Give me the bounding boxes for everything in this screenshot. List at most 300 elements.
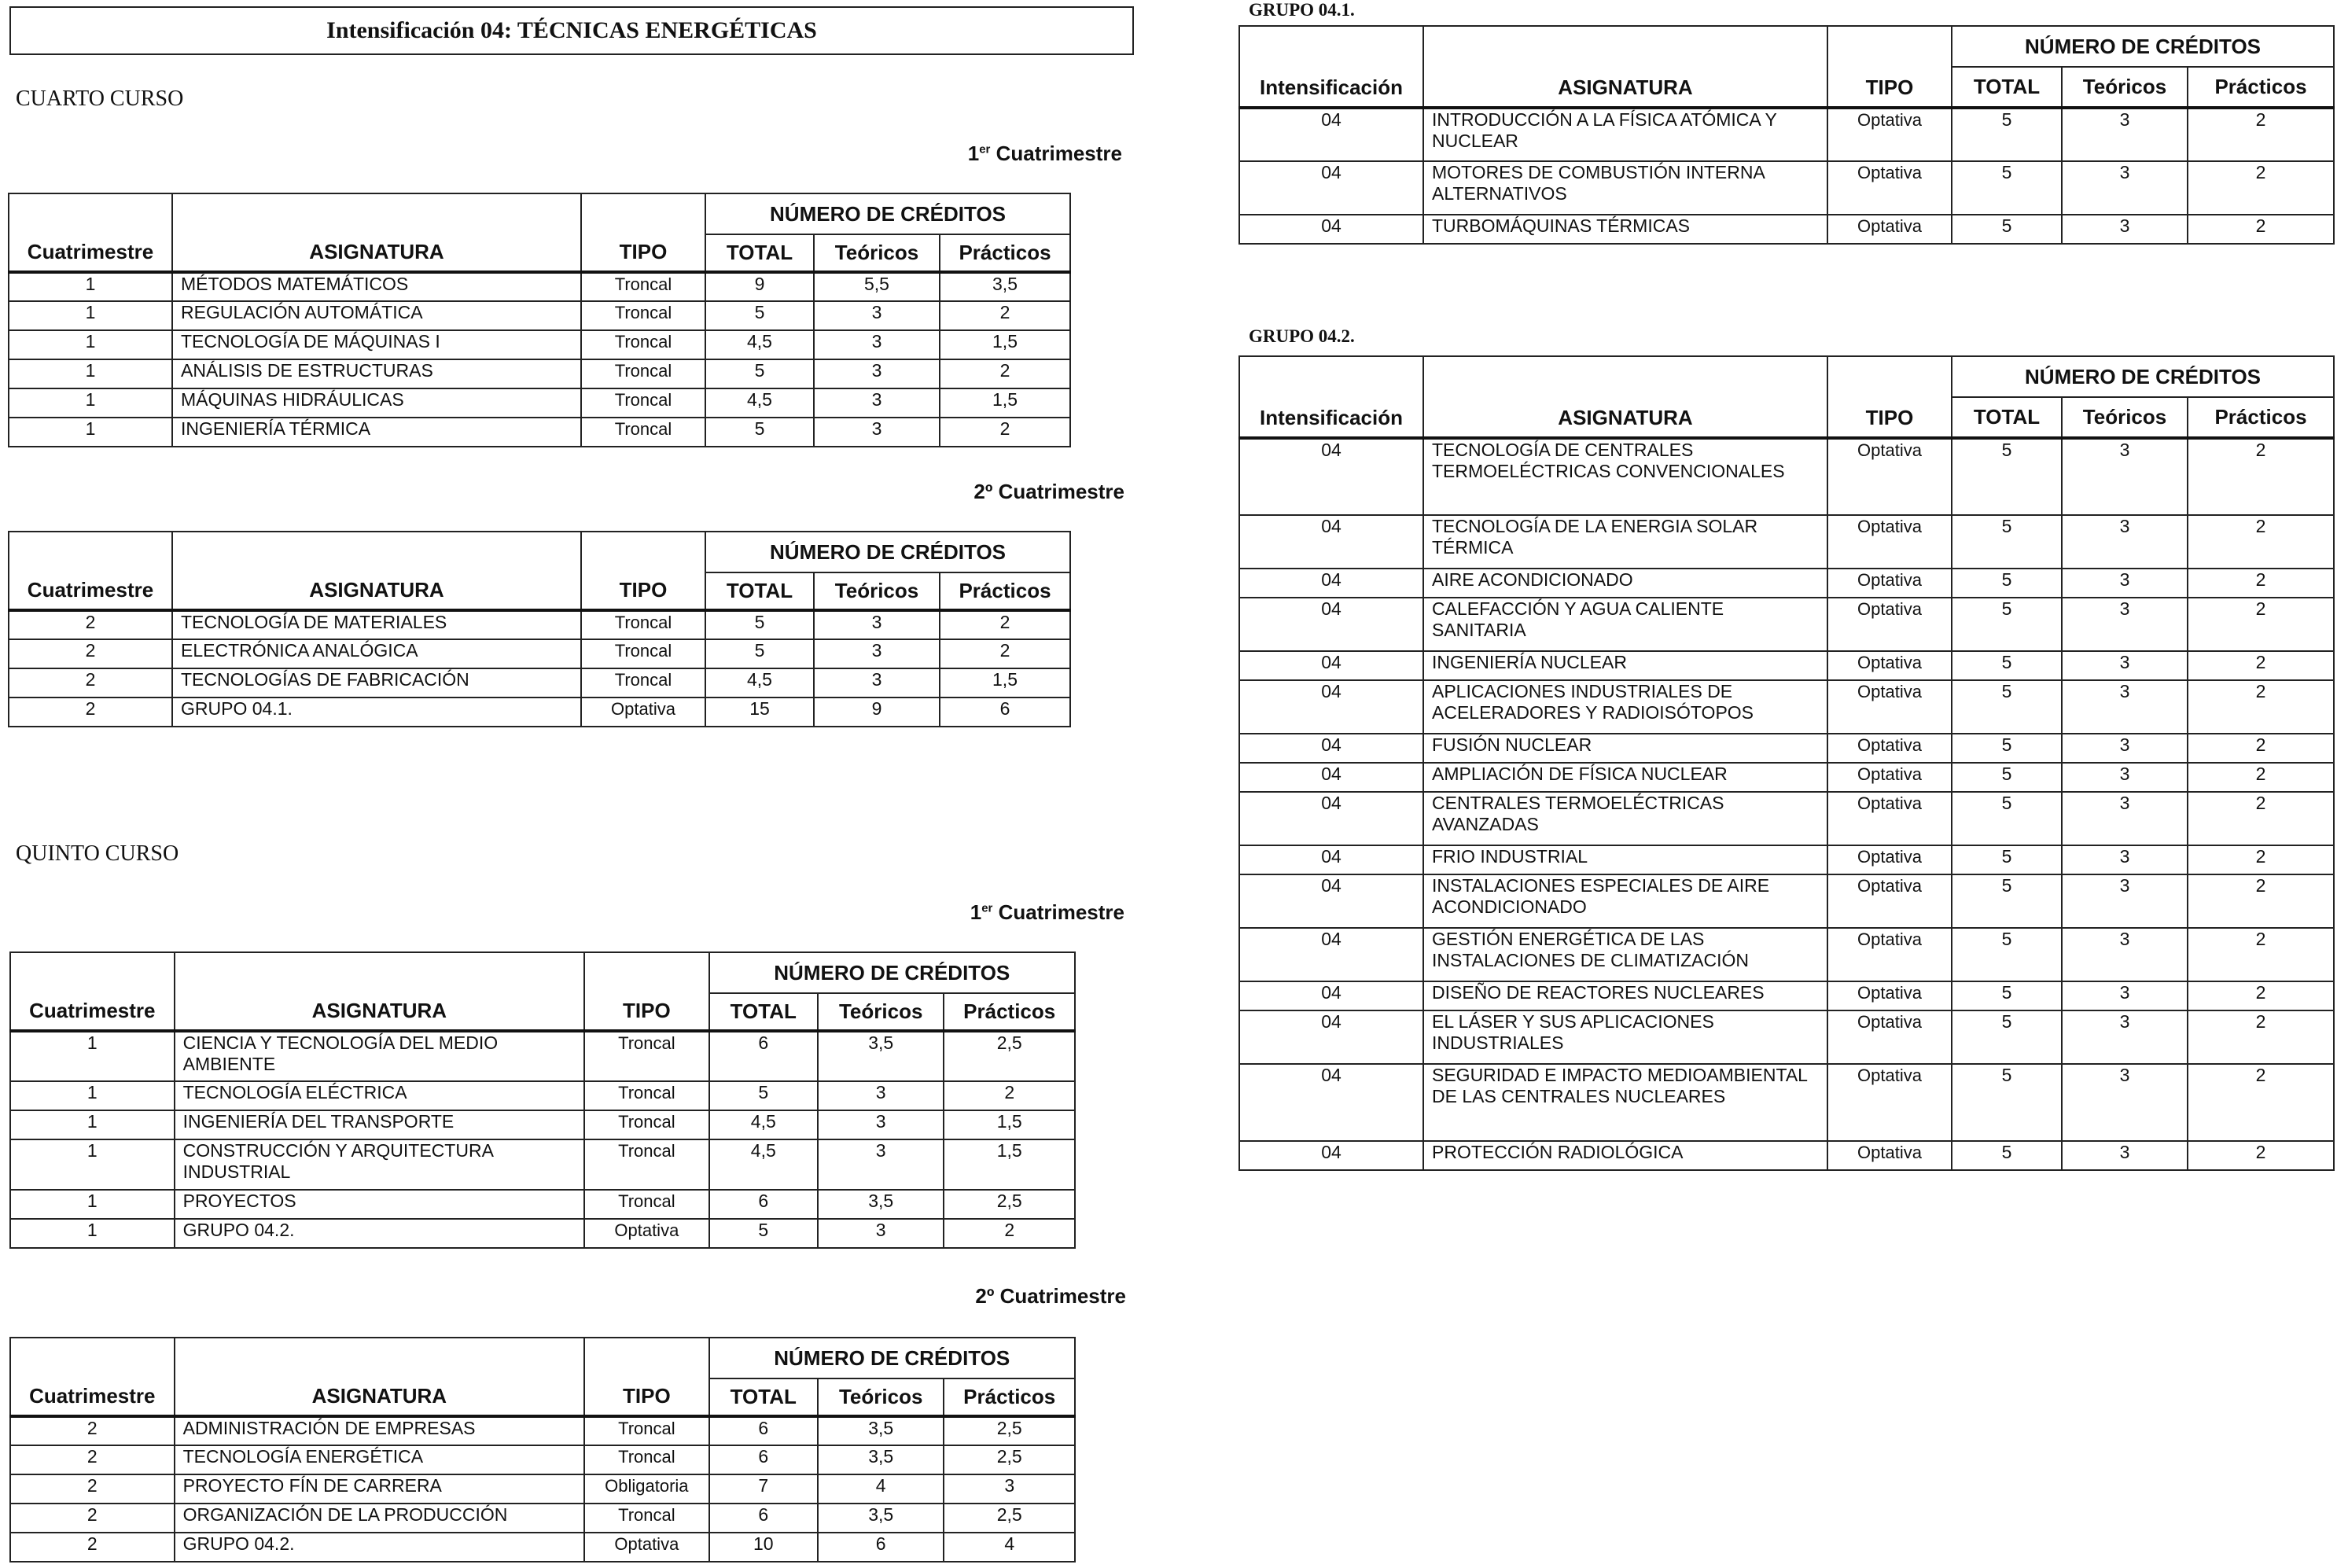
cell-tipo: Optativa — [1827, 981, 1952, 1010]
table-row — [1239, 680, 2334, 734]
cell-tipo: Optativa — [1827, 792, 1952, 845]
cell-practicos: 2,5 — [944, 1190, 1075, 1219]
cell-total: 7 — [709, 1474, 818, 1504]
table-row — [9, 610, 1070, 639]
cell-total: 5 — [1952, 734, 2062, 763]
cell-total: 5 — [705, 639, 814, 668]
cell-teoricos: 3 — [2062, 928, 2188, 981]
cell-cuatrimestre: 2 — [10, 1504, 175, 1533]
cell-total: 5 — [1952, 928, 2062, 981]
cell-total: 5 — [1952, 680, 2062, 734]
cell-teoricos: 3,5 — [818, 1445, 944, 1474]
header-creditos: NÚMERO DE CRÉDITOS — [1952, 356, 2334, 397]
cell-teoricos: 5,5 — [814, 272, 940, 301]
cell-asignatura: AIRE ACONDICIONADO — [1423, 569, 1827, 598]
cell-cuatrimestre: 2 — [10, 1533, 175, 1562]
quinto-sem2-label: 2º Cuatrimestre — [975, 1284, 1126, 1308]
header-tipo: TIPO — [584, 952, 708, 1031]
cell-cuatrimestre: 1 — [10, 1110, 175, 1139]
header-intensificacion: Intensificación — [1239, 26, 1423, 108]
header-total: TOTAL — [709, 1378, 818, 1416]
cell-teoricos: 3 — [814, 639, 940, 668]
cell-asignatura: CALEFACCIÓN Y AGUA CALIENTE SANITARIA — [1423, 598, 1827, 651]
header-creditos: NÚMERO DE CRÉDITOS — [1952, 26, 2334, 67]
cell-cuatrimestre: 2 — [10, 1416, 175, 1445]
cell-tipo: Troncal — [581, 668, 705, 698]
cell-total: 5 — [705, 418, 814, 447]
header-asignatura: ASIGNATURA — [1423, 356, 1827, 438]
cell-tipo: Troncal — [584, 1081, 708, 1110]
table-row — [1239, 515, 2334, 569]
cell-teoricos: 6 — [818, 1533, 944, 1562]
cell-cuatrimestre: 04 — [1239, 680, 1423, 734]
header-tipo: TIPO — [1827, 356, 1952, 438]
header-asignatura: ASIGNATURA — [172, 532, 581, 610]
cell-tipo: Troncal — [581, 330, 705, 359]
cell-total: 4,5 — [705, 668, 814, 698]
cell-total: 15 — [705, 698, 814, 727]
cell-cuatrimestre: 04 — [1239, 874, 1423, 928]
cell-total: 5 — [1952, 515, 2062, 569]
cell-asignatura: MOTORES DE COMBUSTIÓN INTERNA ALTERNATIVOS — [1423, 161, 1827, 215]
cell-teoricos: 3 — [814, 388, 940, 418]
cell-teoricos: 9 — [814, 698, 940, 727]
cell-practicos: 2 — [2188, 1010, 2334, 1064]
cell-cuatrimestre: 04 — [1239, 734, 1423, 763]
cell-asignatura: GRUPO 04.2. — [175, 1219, 585, 1248]
cell-tipo: Troncal — [584, 1445, 708, 1474]
cell-total: 5 — [1952, 569, 2062, 598]
cell-asignatura: TURBOMÁQUINAS TÉRMICAS — [1423, 215, 1827, 244]
cell-cuatrimestre: 1 — [9, 301, 172, 330]
cell-asignatura: REGULACIÓN AUTOMÁTICA — [172, 301, 581, 330]
cell-total: 10 — [709, 1533, 818, 1562]
header-cuatrimestre: Cuatrimestre — [10, 1338, 175, 1416]
cell-total: 5 — [1952, 438, 2062, 515]
header-total: TOTAL — [705, 234, 814, 272]
cell-tipo: Troncal — [581, 388, 705, 418]
cell-total: 5 — [1952, 161, 2062, 215]
cell-teoricos: 3 — [814, 418, 940, 447]
table-row — [10, 1139, 1075, 1190]
cell-cuatrimestre: 2 — [10, 1474, 175, 1504]
cell-asignatura: FUSIÓN NUCLEAR — [1423, 734, 1827, 763]
table-row — [10, 1219, 1075, 1248]
cell-teoricos: 3 — [2062, 763, 2188, 792]
header-cuatrimestre: Cuatrimestre — [10, 952, 175, 1031]
table-row — [1239, 598, 2334, 651]
table-row — [10, 1081, 1075, 1110]
table-row — [1239, 763, 2334, 792]
table-row — [1239, 734, 2334, 763]
table-row — [1239, 928, 2334, 981]
cuarto-curso-heading: CUARTO CURSO — [16, 86, 184, 111]
cell-tipo: Optativa — [1827, 680, 1952, 734]
cell-asignatura: ORGANIZACIÓN DE LA PRODUCCIÓN — [175, 1504, 585, 1533]
cell-teoricos: 3 — [814, 610, 940, 639]
cell-teoricos: 3 — [2062, 598, 2188, 651]
cell-tipo: Optativa — [1827, 515, 1952, 569]
table-row — [1239, 845, 2334, 874]
header-teoricos: Teóricos — [814, 572, 940, 610]
cell-cuatrimestre: 2 — [10, 1445, 175, 1474]
cell-cuatrimestre: 1 — [10, 1139, 175, 1190]
cell-asignatura: TECNOLOGÍA DE MÁQUINAS I — [172, 330, 581, 359]
cell-practicos: 2 — [2188, 1064, 2334, 1141]
cell-tipo: Optativa — [1827, 874, 1952, 928]
cell-teoricos: 3 — [814, 668, 940, 698]
cell-total: 5 — [1952, 981, 2062, 1010]
cell-asignatura: INSTALACIONES ESPECIALES DE AIRE ACONDICIONADO — [1423, 874, 1827, 928]
cell-practicos: 2 — [2188, 680, 2334, 734]
header-asignatura: ASIGNATURA — [172, 193, 581, 272]
cell-total: 4,5 — [705, 330, 814, 359]
cell-total: 5 — [705, 359, 814, 388]
cell-cuatrimestre: 2 — [9, 639, 172, 668]
cell-tipo: Optativa — [1827, 108, 1952, 161]
cell-cuatrimestre: 04 — [1239, 438, 1423, 515]
table-row — [9, 388, 1070, 418]
cell-asignatura: TECNOLOGÍA DE MATERIALES — [172, 610, 581, 639]
header-creditos: NÚMERO DE CRÉDITOS — [709, 1338, 1075, 1378]
cell-total: 5 — [1952, 1141, 2062, 1170]
cell-asignatura: MÉTODOS MATEMÁTICOS — [172, 272, 581, 301]
header-teoricos: Teóricos — [2062, 67, 2188, 108]
cell-practicos: 3,5 — [940, 272, 1070, 301]
cell-cuatrimestre: 04 — [1239, 981, 1423, 1010]
cell-asignatura: DISEÑO DE REACTORES NUCLEARES — [1423, 981, 1827, 1010]
table-row — [9, 330, 1070, 359]
cell-practicos: 2 — [2188, 763, 2334, 792]
cell-practicos: 2 — [2188, 569, 2334, 598]
cell-cuatrimestre: 04 — [1239, 569, 1423, 598]
cell-asignatura: ADMINISTRACIÓN DE EMPRESAS — [175, 1416, 585, 1445]
table-grupo041 — [1238, 25, 2335, 245]
cell-asignatura: CONSTRUCCIÓN Y ARQUITECTURA INDUSTRIAL — [175, 1139, 585, 1190]
cell-practicos: 1,5 — [940, 388, 1070, 418]
table-quinto-sem1 — [9, 951, 1076, 1249]
cell-cuatrimestre: 1 — [10, 1031, 175, 1081]
cuarto-sem1-label: 1er Cuatrimestre — [967, 142, 1122, 165]
header-tipo: TIPO — [581, 532, 705, 610]
cell-practicos: 2 — [2188, 108, 2334, 161]
cell-asignatura: PROYECTOS — [175, 1190, 585, 1219]
cell-teoricos: 3 — [818, 1219, 944, 1248]
table-row — [10, 1416, 1075, 1445]
cell-tipo: Optativa — [1827, 215, 1952, 244]
table-cuarto-sem1 — [8, 193, 1071, 447]
header-tipo: TIPO — [581, 193, 705, 272]
cell-teoricos: 3 — [814, 301, 940, 330]
cell-asignatura: TECNOLOGÍA DE LA ENERGIA SOLAR TÉRMICA — [1423, 515, 1827, 569]
cell-total: 4,5 — [709, 1110, 818, 1139]
cell-total: 6 — [709, 1504, 818, 1533]
cell-asignatura: GRUPO 04.2. — [175, 1533, 585, 1562]
cell-asignatura: MÁQUINAS HIDRÁULICAS — [172, 388, 581, 418]
header-total: TOTAL — [709, 993, 818, 1031]
cell-teoricos: 3 — [2062, 734, 2188, 763]
cell-tipo: Troncal — [581, 272, 705, 301]
cell-cuatrimestre: 1 — [9, 359, 172, 388]
table-row — [10, 1445, 1075, 1474]
cell-tipo: Troncal — [584, 1190, 708, 1219]
header-cuatrimestre: Cuatrimestre — [9, 532, 172, 610]
cell-tipo: Troncal — [584, 1031, 708, 1081]
cell-total: 9 — [705, 272, 814, 301]
table-row — [1239, 108, 2334, 161]
table-row — [10, 1533, 1075, 1562]
cell-tipo: Troncal — [581, 639, 705, 668]
cell-tipo: Optativa — [1827, 1141, 1952, 1170]
cell-teoricos: 3 — [2062, 1064, 2188, 1141]
cell-practicos: 1,5 — [940, 330, 1070, 359]
cell-total: 5 — [1952, 874, 2062, 928]
cell-cuatrimestre: 04 — [1239, 651, 1423, 680]
cell-cuatrimestre: 2 — [9, 668, 172, 698]
header-total: TOTAL — [1952, 397, 2062, 438]
cell-tipo: Optativa — [1827, 598, 1952, 651]
table-grupo042 — [1238, 355, 2335, 1171]
header-teoricos: Teóricos — [814, 234, 940, 272]
table-row — [1239, 438, 2334, 515]
cell-asignatura: GESTIÓN ENERGÉTICA DE LAS INSTALACIONES DE CLIMATIZACIÓN — [1423, 928, 1827, 981]
cell-teoricos: 3,5 — [818, 1416, 944, 1445]
table-cuarto-sem2 — [8, 531, 1071, 727]
cell-cuatrimestre: 04 — [1239, 161, 1423, 215]
cell-tipo: Troncal — [581, 359, 705, 388]
cell-total: 5 — [1952, 1064, 2062, 1141]
cell-teoricos: 3 — [2062, 792, 2188, 845]
cell-cuatrimestre: 04 — [1239, 792, 1423, 845]
table-row — [10, 1110, 1075, 1139]
cell-tipo: Optativa — [581, 698, 705, 727]
cell-total: 5 — [705, 301, 814, 330]
cell-total: 5 — [1952, 792, 2062, 845]
cell-total: 5 — [1952, 1010, 2062, 1064]
cell-practicos: 2 — [2188, 1141, 2334, 1170]
cell-cuatrimestre: 1 — [10, 1081, 175, 1110]
cell-cuatrimestre: 1 — [10, 1190, 175, 1219]
cell-practicos: 2 — [2188, 161, 2334, 215]
table-row — [1239, 1064, 2334, 1141]
cell-asignatura: APLICACIONES INDUSTRIALES DE ACELERADORES Y RADIOISÓTOPOS — [1423, 680, 1827, 734]
table-row — [1239, 1010, 2334, 1064]
cell-total: 5 — [709, 1081, 818, 1110]
cell-tipo: Optativa — [1827, 763, 1952, 792]
cell-asignatura: TECNOLOGÍAS DE FABRICACIÓN — [172, 668, 581, 698]
cell-practicos: 2 — [2188, 845, 2334, 874]
table-row — [1239, 1141, 2334, 1170]
cell-practicos: 1,5 — [944, 1110, 1075, 1139]
cell-tipo: Troncal — [584, 1110, 708, 1139]
cell-teoricos: 3 — [2062, 515, 2188, 569]
cell-practicos: 2 — [2188, 515, 2334, 569]
header-practicos: Prácticos — [940, 234, 1070, 272]
cell-tipo: Optativa — [1827, 438, 1952, 515]
cell-practicos: 2,5 — [944, 1504, 1075, 1533]
cuarto-sem2-label: 2º Cuatrimestre — [973, 480, 1124, 503]
table-row — [9, 301, 1070, 330]
cell-cuatrimestre: 04 — [1239, 215, 1423, 244]
cell-practicos: 2 — [940, 359, 1070, 388]
table-row — [1239, 651, 2334, 680]
table-quinto-sem2 — [9, 1337, 1076, 1562]
cell-practicos: 2 — [940, 301, 1070, 330]
cell-cuatrimestre: 04 — [1239, 1010, 1423, 1064]
header-practicos: Prácticos — [944, 1378, 1075, 1416]
table-row — [10, 1504, 1075, 1533]
cell-cuatrimestre: 04 — [1239, 515, 1423, 569]
cell-tipo: Optativa — [1827, 845, 1952, 874]
cell-practicos: 2 — [2188, 928, 2334, 981]
table-row — [9, 272, 1070, 301]
cell-cuatrimestre: 1 — [9, 388, 172, 418]
cell-cuatrimestre: 2 — [9, 610, 172, 639]
cell-total: 4,5 — [709, 1139, 818, 1190]
header-asignatura: ASIGNATURA — [175, 952, 585, 1031]
cell-teoricos: 3 — [814, 330, 940, 359]
cell-total: 5 — [705, 610, 814, 639]
table-row — [9, 698, 1070, 727]
cell-cuatrimestre: 1 — [10, 1219, 175, 1248]
header-cuatrimestre: Cuatrimestre — [9, 193, 172, 272]
header-tipo: TIPO — [584, 1338, 708, 1416]
cell-asignatura: TECNOLOGÍA ENERGÉTICA — [175, 1445, 585, 1474]
table-row — [1239, 569, 2334, 598]
cell-tipo: Obligatoria — [584, 1474, 708, 1504]
cell-asignatura: INTRODUCCIÓN A LA FÍSICA ATÓMICA Y NUCLEAR — [1423, 108, 1827, 161]
cell-total: 5 — [709, 1219, 818, 1248]
table-row — [1239, 874, 2334, 928]
cell-tipo: Optativa — [1827, 161, 1952, 215]
cell-teoricos: 3 — [2062, 438, 2188, 515]
cell-teoricos: 3 — [2062, 569, 2188, 598]
cell-asignatura: FRIO INDUSTRIAL — [1423, 845, 1827, 874]
cell-practicos: 2 — [2188, 438, 2334, 515]
cell-asignatura: PROYECTO FÍN DE CARRERA — [175, 1474, 585, 1504]
header-practicos: Prácticos — [2188, 67, 2334, 108]
cell-teoricos: 3 — [2062, 680, 2188, 734]
cell-teoricos: 3 — [2062, 981, 2188, 1010]
cell-cuatrimestre: 04 — [1239, 1141, 1423, 1170]
cell-tipo: Optativa — [1827, 569, 1952, 598]
header-total: TOTAL — [1952, 67, 2062, 108]
table-row — [1239, 215, 2334, 244]
cell-cuatrimestre: 04 — [1239, 108, 1423, 161]
cell-asignatura: SEGURIDAD E IMPACTO MEDIOAMBIENTAL DE LAS CENTRALES NUCLEARES — [1423, 1064, 1827, 1141]
cell-cuatrimestre: 04 — [1239, 1064, 1423, 1141]
cell-practicos: 2 — [2188, 651, 2334, 680]
cell-teoricos: 3 — [2062, 108, 2188, 161]
cell-teoricos: 3 — [2062, 845, 2188, 874]
cell-practicos: 2 — [2188, 734, 2334, 763]
cell-tipo: Troncal — [581, 418, 705, 447]
cell-teoricos: 3 — [2062, 874, 2188, 928]
table-row — [10, 1031, 1075, 1081]
page-title: Intensificación 04: TÉCNICAS ENERGÉTICAS — [9, 6, 1134, 55]
cell-practicos: 3 — [944, 1474, 1075, 1504]
cell-asignatura: INGENIERÍA DEL TRANSPORTE — [175, 1110, 585, 1139]
cell-asignatura: CENTRALES TERMOELÉCTRICAS AVANZADAS — [1423, 792, 1827, 845]
grupo042-heading: GRUPO 04.2. — [1249, 326, 1355, 346]
header-tipo: TIPO — [1827, 26, 1952, 108]
table-row — [10, 1190, 1075, 1219]
cell-practicos: 2 — [940, 610, 1070, 639]
header-creditos: NÚMERO DE CRÉDITOS — [709, 952, 1075, 993]
cell-total: 6 — [709, 1416, 818, 1445]
cell-total: 4,5 — [705, 388, 814, 418]
cell-teoricos: 3 — [2062, 1141, 2188, 1170]
cell-tipo: Optativa — [1827, 651, 1952, 680]
cell-teoricos: 3 — [2062, 651, 2188, 680]
header-teoricos: Teóricos — [818, 1378, 944, 1416]
cell-tipo: Optativa — [1827, 928, 1952, 981]
cell-tipo: Troncal — [584, 1139, 708, 1190]
cell-practicos: 4 — [944, 1533, 1075, 1562]
cell-practicos: 2 — [2188, 792, 2334, 845]
cell-tipo: Troncal — [581, 301, 705, 330]
cell-practicos: 2 — [944, 1081, 1075, 1110]
cell-tipo: Optativa — [584, 1219, 708, 1248]
cell-tipo: Optativa — [1827, 1010, 1952, 1064]
cell-teoricos: 3 — [814, 359, 940, 388]
cell-teoricos: 3,5 — [818, 1190, 944, 1219]
cell-practicos: 2 — [2188, 874, 2334, 928]
table-row — [1239, 792, 2334, 845]
quinto-sem1-label: 1er Cuatrimestre — [970, 900, 1124, 924]
cell-total: 6 — [709, 1445, 818, 1474]
header-practicos: Prácticos — [2188, 397, 2334, 438]
cell-total: 5 — [1952, 598, 2062, 651]
cell-tipo: Optativa — [1827, 1064, 1952, 1141]
cell-practicos: 2 — [2188, 598, 2334, 651]
cell-cuatrimestre: 2 — [9, 698, 172, 727]
cell-teoricos: 3 — [2062, 161, 2188, 215]
cell-practicos: 2,5 — [944, 1031, 1075, 1081]
cell-asignatura: PROTECCIÓN RADIOLÓGICA — [1423, 1141, 1827, 1170]
cell-practicos: 2 — [940, 639, 1070, 668]
cell-practicos: 1,5 — [944, 1139, 1075, 1190]
cell-teoricos: 3 — [818, 1110, 944, 1139]
cell-asignatura: ANÁLISIS DE ESTRUCTURAS — [172, 359, 581, 388]
cell-asignatura: AMPLIACIÓN DE FÍSICA NUCLEAR — [1423, 763, 1827, 792]
cell-total: 5 — [1952, 845, 2062, 874]
cell-cuatrimestre: 04 — [1239, 845, 1423, 874]
table-row — [1239, 981, 2334, 1010]
header-total: TOTAL — [705, 572, 814, 610]
cell-practicos: 2,5 — [944, 1445, 1075, 1474]
cell-teoricos: 3 — [818, 1139, 944, 1190]
cell-asignatura: ELECTRÓNICA ANALÓGICA — [172, 639, 581, 668]
cell-practicos: 2 — [944, 1219, 1075, 1248]
quinto-curso-heading: QUINTO CURSO — [16, 841, 179, 866]
cell-total: 5 — [1952, 108, 2062, 161]
header-creditos: NÚMERO DE CRÉDITOS — [705, 532, 1070, 572]
cell-total: 6 — [709, 1190, 818, 1219]
header-practicos: Prácticos — [940, 572, 1070, 610]
cell-total: 5 — [1952, 651, 2062, 680]
cell-tipo: Optativa — [584, 1533, 708, 1562]
header-practicos: Prácticos — [944, 993, 1075, 1031]
cell-total: 6 — [709, 1031, 818, 1081]
cell-practicos: 2 — [2188, 215, 2334, 244]
header-asignatura: ASIGNATURA — [1423, 26, 1827, 108]
cell-tipo: Troncal — [581, 610, 705, 639]
header-asignatura: ASIGNATURA — [175, 1338, 585, 1416]
cell-total: 5 — [1952, 215, 2062, 244]
cell-cuatrimestre: 1 — [9, 418, 172, 447]
table-row — [10, 1474, 1075, 1504]
